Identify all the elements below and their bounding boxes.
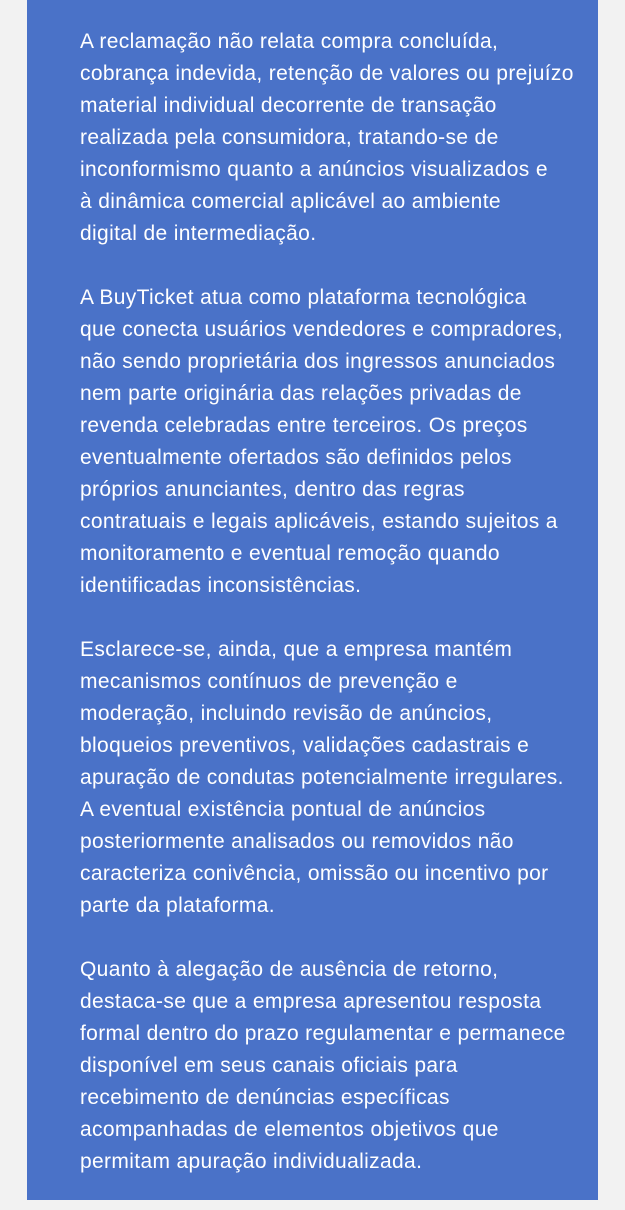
text-line: A BuyTicket atua como plataforma tecnológica	[80, 286, 527, 309]
text-line: nem parte originária das relações privadas de	[80, 382, 522, 405]
text-line: mecanismos contínuos de prevenção e	[80, 670, 458, 693]
message-text	[80, 26, 600, 1210]
text-line: cobrança indevida, retenção de valores ou prejuízo	[80, 62, 574, 85]
text-line: Esclarece-se, ainda, que a empresa mantém	[80, 638, 513, 661]
text-line: permitam apuração individualizada.	[80, 1150, 423, 1173]
text-line: material individual decorrente de transação	[80, 94, 497, 117]
text-line: contratuais e legais aplicáveis, estando sujeitos a	[80, 510, 558, 533]
paragraph-4	[80, 954, 600, 1178]
text-line: apuração de condutas potencialmente irregulares.	[80, 766, 564, 789]
text-line: próprios anunciantes, dentro das regras	[80, 478, 465, 501]
text-line: inconformismo quanto a anúncios visualizados e	[80, 158, 548, 181]
text-line: formal dentro do prazo regulamentar e permanece	[80, 1022, 566, 1045]
text-line: caracteriza conivência, omissão ou incentivo por	[80, 862, 549, 885]
text-line: acompanhadas de elementos objetivos que	[80, 1118, 499, 1141]
text-line: A reclamação não relata compra concluída,	[80, 30, 499, 53]
paragraph-1	[80, 26, 600, 250]
text-line: monitoramento e eventual remoção quando	[80, 542, 500, 565]
text-line: identificadas inconsistências.	[80, 574, 362, 597]
text-line: Quanto à alegação de ausência de retorno,	[80, 958, 499, 981]
text-line: recebimento de denúncias específicas	[80, 1086, 450, 1109]
text-line: que conecta usuários vendedores e compradores,	[80, 318, 564, 341]
text-line: parte da plataforma.	[80, 894, 275, 917]
text-line: bloqueios preventivos, validações cadastrais e	[80, 734, 530, 757]
paragraph-2	[80, 282, 600, 602]
text-line: A eventual existência pontual de anúncios	[80, 798, 486, 821]
text-line: disponível em seus canais oficiais para	[80, 1054, 458, 1077]
paragraph-3	[80, 634, 600, 922]
text-line: à dinâmica comercial aplicável ao ambiente	[80, 190, 501, 213]
text-line: posteriormente analisados ou removidos não	[80, 830, 514, 853]
text-line: moderação, incluindo revisão de anúncios,	[80, 702, 493, 725]
text-line: não sendo proprietária dos ingressos anunciados	[80, 350, 556, 373]
text-line: digital de intermediação.	[80, 222, 317, 245]
text-line: realizada pela consumidora, tratando-se de	[80, 126, 499, 149]
text-line: destaca-se que a empresa apresentou resposta	[80, 990, 542, 1013]
message-bubble	[27, 0, 598, 1200]
text-line: revenda celebradas entre terceiros. Os preços	[80, 414, 528, 437]
text-line: eventualmente ofertados são definidos pelos	[80, 446, 512, 469]
